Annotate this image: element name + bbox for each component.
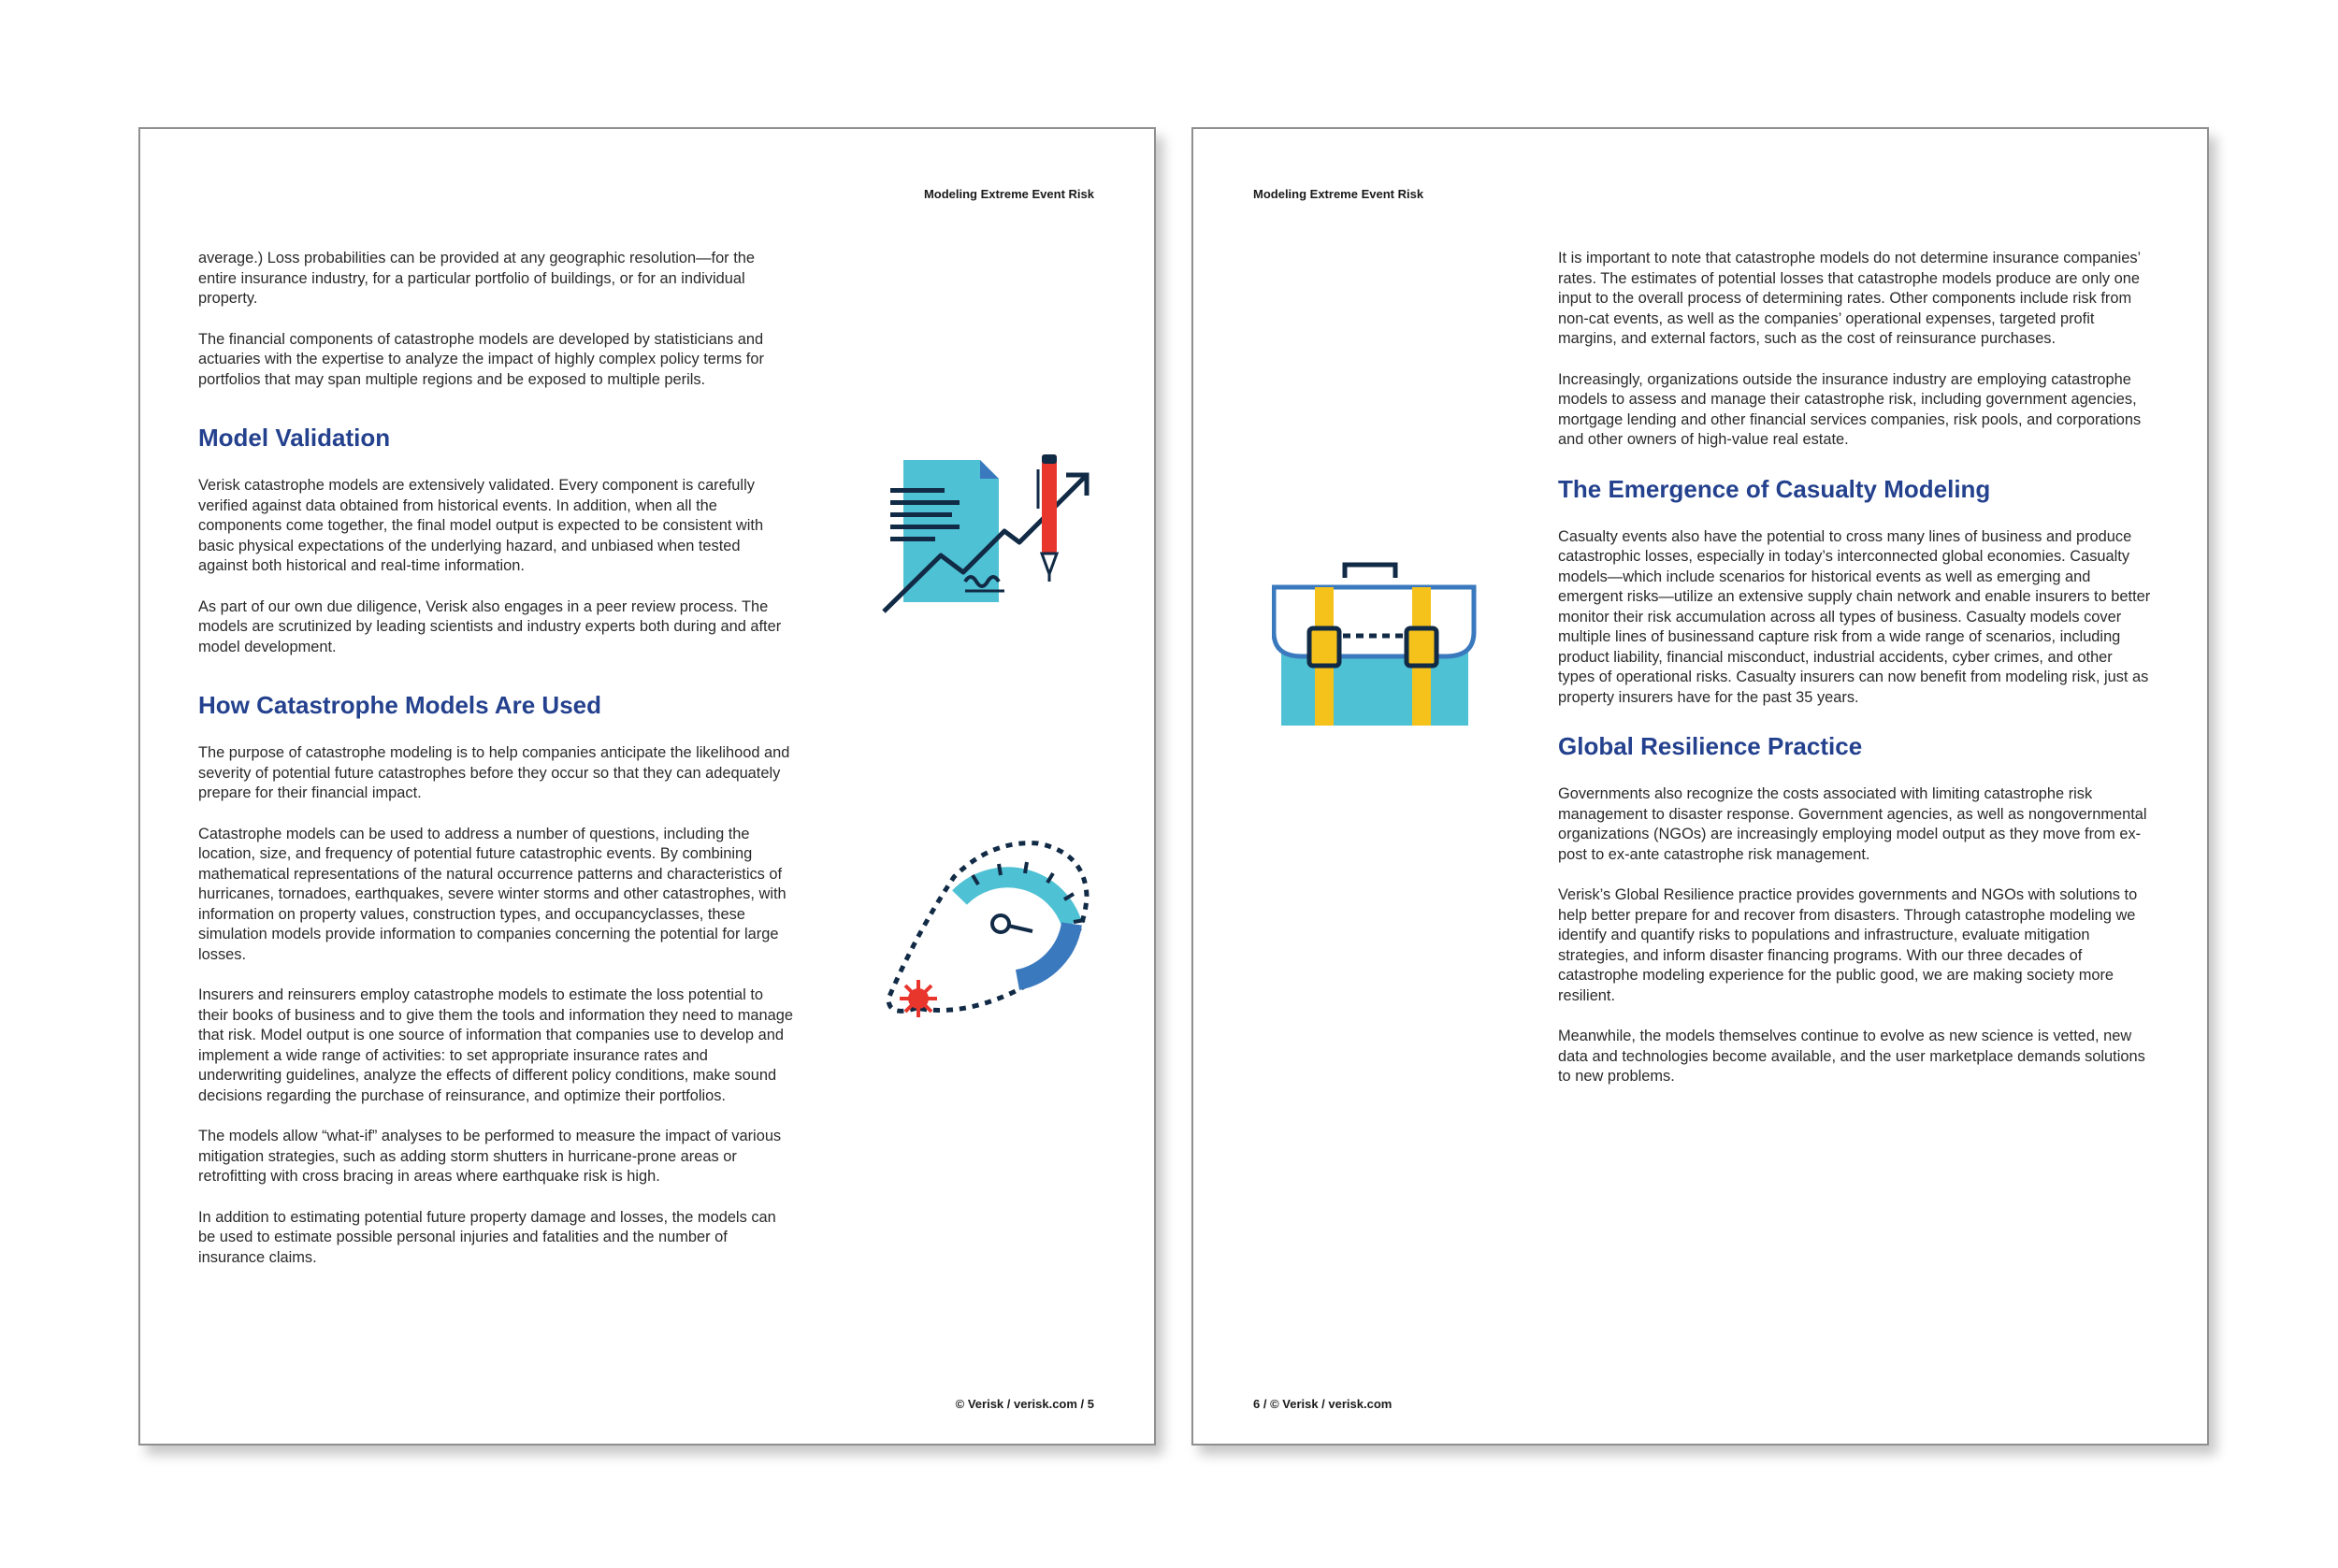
body-paragraph: Increasingly, organizations outside the insurance industry are employing catastrophe models to assess and manage their catastrophe risk, including government agencies, mortgage lending and other financial services companies, risk pools, and corporations and other owners of high-value real estate. [1558,370,2142,448]
body-paragraph: The models allow “what-if” analyses to be performed to measure the impact of various mitigation strategies, such as adding storm shutters in hurricane-prone areas or retrofitting with cross bracing in areas where earthquake risk is high. [198,1128,782,1185]
body-paragraph: Meanwhile, the models themselves continue to evolve as new science is vetted, new data and technologies become available, and the user marketplace demands solutions to new problems. [1558,1028,2145,1085]
body-paragraph: Casualty events also have the potential to cross many lines of business and produce catastrophic losses, especially in today’s interconnected global economies. Casualty models—which include scenarios for historical events as well as emerging and emergent risks—utilize an extensive supply chain network and enable insurers to better monitor their risk accumulation across all types of business. Casualty models cover multiple lines of businessand capture risk from a wide range of scenarios, including product liability, financial misconduct, industrial accidents, cyber crimes, and other types of operational risks. Casualty insurers can now benefit from modeling risk, just as property insurers have for the past 35 years. [1558,527,2151,706]
section-heading-model-validation: Model Validation [198,424,391,452]
page-6 [1191,127,2209,1446]
body-paragraph: The financial components of catastrophe models are developed by statisticians and actuaries with the expertise to analyze the impact of highly complex policy terms for portfolios that may span multiple regions and be exposed to multiple perils. [198,330,764,388]
page-footer: 6 / © Verisk / verisk.com [1253,1397,1393,1411]
body-paragraph: Verisk’s Global Resilience practice provides governments and NGOs with solutions to help better prepare for and recover from disasters. Through catastrophe modeling we identify and quantify risks to populations and infrastructure, evaluate mitigation strategies, and inform disaster financing programs. With our three decades of catastrophe modeling experience for the public good, we are making society more resilient. [1558,886,2138,1004]
body-paragraph: As part of our own due diligence, Verisk also engages in a peer review process. The models are scrutinized by leading scientists and industry experts both during and after model development. [198,597,782,655]
left-text-column [198,249,793,1288]
body-paragraph: Catastrophe models can be used to address a number of questions, including the location, size, and frequency of potential future catastrophic events. By combining mathematical representations of the natural occurrence patterns and characteristics of hurricanes, tornadoes, earthquakes, severe winter storms and other catastrophes, with information on property values, construction types, and occupancyclasses, these simulation models provide information to companies concerning the potential for large losses. [198,825,787,963]
section-heading-casualty-modeling: The Emergence of Casualty Modeling [1558,474,1991,503]
section-heading-how-models-used: How Catastrophe Models Are Used [198,691,602,719]
body-paragraph: average.) Loss probabilities can be provided at any geographic resolution—for the entire insurance industry, for a particular portfolio of buildings, or for an individual property. [198,250,755,307]
page-5 [138,127,1156,1446]
body-paragraph: It is important to note that catastrophe models do not determine insurance companies’ rates. The estimates of potential losses that catastrophe models produce are only one input to the overall process of determining rates. Other components include risk from non-cat events, as well as the companies’ operational expenses, targeted profit margins, and external factors, such as the cost of reinsurance purchases. [1558,250,2141,347]
body-paragraph: Verisk catastrophe models are extensively validated. Every component is carefully verified against data obtained from historical events. In addition, when all the components come together, the final model output is expected to be consistent with basic physical expectations of the underlying hazard, and unbiased when tested against both historical and real-time information. [198,477,764,574]
gauge-hazard-icon [879,821,1104,1045]
right-text-column [1558,249,2153,1108]
document-chart-pen-icon [879,441,1113,619]
body-paragraph: In addition to estimating potential future property damage and losses, the models can be used to estimate possible personal injuries and fatalities and the number of insurance claims. [198,1208,776,1266]
body-paragraph: Governments also recognize the costs associated with limiting catastrophe risk management to disaster response. Government agencies, as well as nongovernmental organizations (NGOs) are increasingly employing model output as they move from ex-post to ex-ante catastrophe risk management. [1558,785,2147,863]
section-heading-global-resilience: Global Resilience Practice [1558,732,1863,760]
briefcase-icon [1272,544,1515,731]
page-footer: © Verisk / verisk.com / 5 [955,1397,1094,1411]
running-head: Modeling Extreme Event Risk [923,187,1094,201]
body-paragraph: Insurers and reinsurers employ catastrophe models to estimate the loss potential to their books of business and to give them the tools and information they need to manage that risk. Model output is one source of information that companies use to develop and implement a wide range of activities: to set appropriate insurance rates and underwriting guidelines, analyze the effects of different policy conditions, make sound decisions regarding the purchase of reinsurance, and optimize their portfolios. [198,986,793,1104]
body-paragraph: The purpose of catastrophe modeling is to help companies anticipate the likelihood and severity of potential future catastrophes before they occur so that they can adequately prepare for their financial impact. [198,744,790,801]
running-head: Modeling Extreme Event Risk [1253,187,1424,201]
